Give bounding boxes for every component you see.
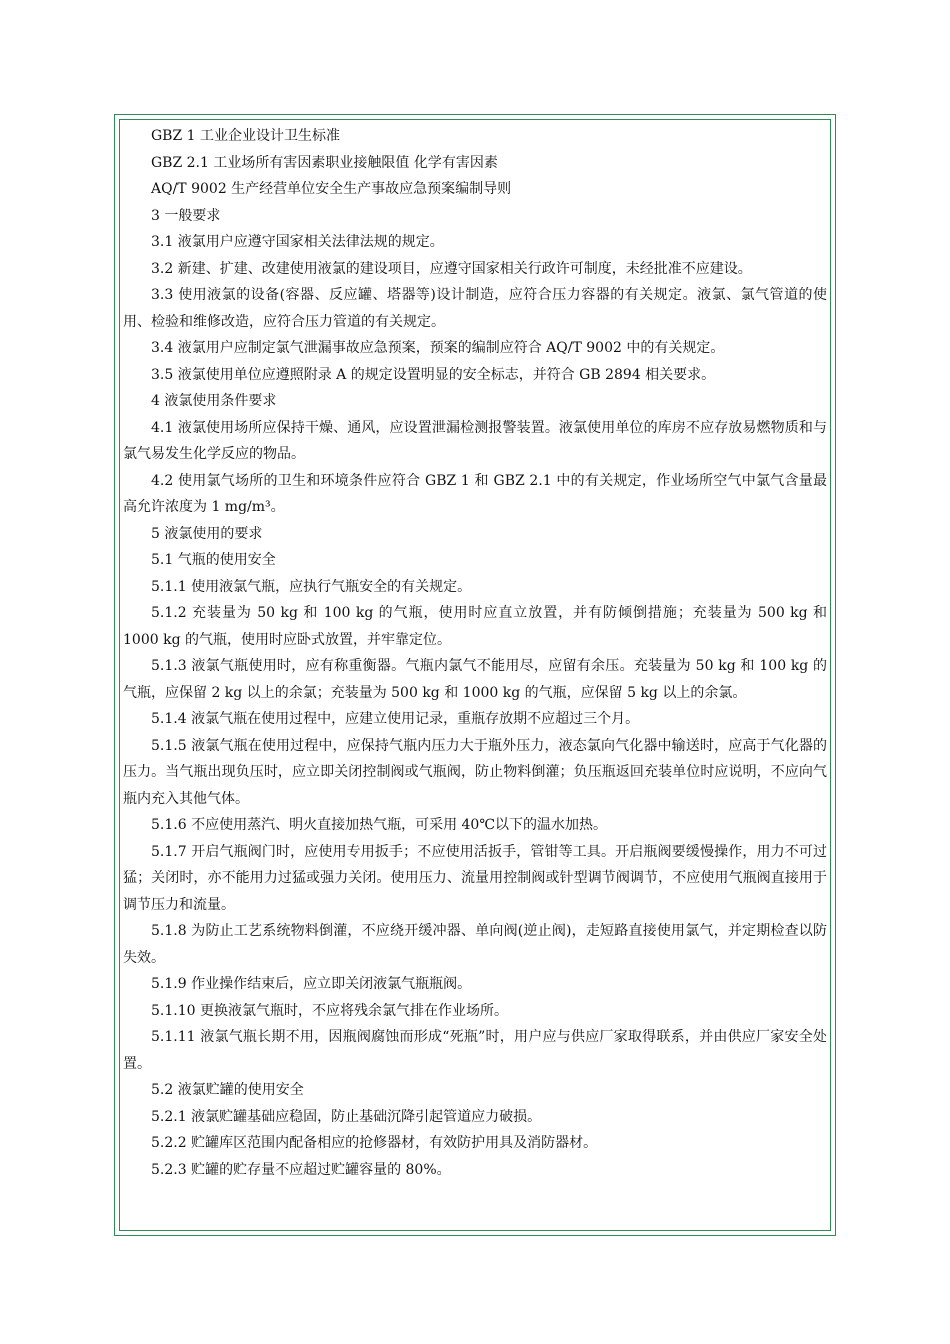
clause-4-2: 4.2 使用氯气场所的卫生和环境条件应符合 GBZ 1 和 GBZ 2.1 中的有关规定，作业场所空气中氯气含量最高允许浓度为 1 mg/m³。	[123, 472, 827, 515]
clause-5-2-1: 5.2.1 液氯贮罐基础应稳固，防止基础沉降引起管道应力破损。	[151, 1108, 542, 1125]
clause-5-1-5: 5.1.5 液氯气瓶在使用过程中，应保持气瓶内压力大于瓶外压力，液态氯向气化器中输送时，应高于气化器的压力。当气瓶出现负压时，应立即关闭控制阀或气瓶阀，防止物料倒灌；负压瓶返回充装单位时应说明，不应向气瓶内充入其他气体。	[123, 737, 827, 807]
clause-3-2: 3.2 新建、扩建、改建使用液氯的建设项目，应遵守国家相关行政许可制度，未经批准不应建设。	[151, 260, 752, 277]
ref-standard-gbz2-1: GBZ 2.1 工业场所有害因素职业接触限值 化学有害因素	[151, 154, 498, 171]
clause-5-1-3: 5.1.3 液氯气瓶使用时，应有称重衡器。气瓶内氯气不能用尽，应留有余压。充装量为 50 kg 和 100 kg 的气瓶，应保留 2 kg 以上的余氯；充装量为 500 kg 和 1000 kg 的气瓶，应保留 5 kg 以上的余氯。	[123, 658, 827, 701]
document-body	[123, 123, 827, 1183]
subsection-heading-5-2: 5.2 液氯贮罐的使用安全	[151, 1082, 304, 1098]
ref-standard-aqt9002: AQ/T 9002 生产经营单位安全生产事故应急预案编制导则	[151, 181, 512, 197]
clause-3-3: 3.3 使用液氯的设备(容器、反应罐、塔器等)设计制造，应符合压力容器的有关规定。液氯、氯气管道的使用、检验和维修改造，应符合压力管道的有关规定。	[123, 287, 827, 330]
clause-5-1-10: 5.1.10 更换液氯气瓶时，不应将残余氯气排在作业场所。	[151, 1002, 508, 1019]
clause-5-2-3: 5.2.3 贮罐的贮存量不应超过贮罐容量的 80%。	[151, 1161, 451, 1178]
section-heading-4: 4 液氯使用条件要求	[151, 393, 277, 409]
clause-3-5: 3.5 液氯使用单位应遵照附录 A 的规定设置明显的安全标志，并符合 GB 2894 相关要求。	[151, 366, 716, 383]
clause-5-1-6: 5.1.6 不应使用蒸汽、明火直接加热气瓶，可采用 40℃以下的温水加热。	[151, 817, 607, 833]
section-heading-5: 5 液氯使用的要求	[151, 525, 263, 542]
clause-5-1-11: 5.1.11 液氯气瓶长期不用，因瓶阀腐蚀而形成“死瓶”时，用户应与供应厂家取得联系，并由供应厂家安全处置。	[123, 1029, 827, 1072]
clause-3-1: 3.1 液氯用户应遵守国家相关法律法规的规定。	[151, 234, 444, 250]
clause-5-1-4: 5.1.4 液氯气瓶在使用过程中，应建立使用记录，重瓶存放期不应超过三个月。	[151, 711, 640, 727]
clause-5-2-2: 5.2.2 贮罐库区范围内配备相应的抢修器材，有效防护用具及消防器材。	[151, 1135, 598, 1151]
clause-5-1-9: 5.1.9 作业操作结束后，应立即关闭液氯气瓶瓶阀。	[151, 976, 472, 992]
clause-4-1: 4.1 液氯使用场所应保持干燥、通风，应设置泄漏检测报警装置。液氯使用单位的库房不应存放易燃物质和与氯气易发生化学反应的物品。	[123, 419, 827, 462]
clause-5-1-7: 5.1.7 开启气瓶阀门时，应使用专用扳手；不应使用活扳手，管钳等工具。开启瓶阀要缓慢操作，用力不可过猛；关闭时，亦不能用力过猛或强力关闭。使用压力、流量用控制阀或针型调节阀调节，不应使用气瓶阀直接用于调节压力和流量。	[123, 843, 827, 913]
clause-3-4: 3.4 液氯用户应制定氯气泄漏事故应急预案，预案的编制应符合 AQ/T 9002 中的有关规定。	[151, 340, 725, 356]
clause-5-1-2: 5.1.2 充装量为 50 kg 和 100 kg 的气瓶，使用时应直立放置，并有防倾倒措施；充装量为 500 kg 和 1000 kg 的气瓶，使用时应卧式放置，并牢靠定位。	[123, 605, 827, 648]
page-border	[114, 114, 836, 1236]
clause-5-1-8: 5.1.8 为防止工艺系统物料倒灌，不应绕开缓冲器、单向阀(逆止阀)，走短路直接使用氯气，并定期检查以防失效。	[123, 923, 827, 966]
section-heading-3: 3 一般要求	[151, 207, 221, 224]
ref-standard-gbz1: GBZ 1 工业企业设计卫生标准	[151, 128, 341, 144]
subsection-heading-5-1: 5.1 气瓶的使用安全	[151, 552, 276, 568]
clause-5-1-1: 5.1.1 使用液氯气瓶，应执行气瓶安全的有关规定。	[151, 578, 472, 595]
